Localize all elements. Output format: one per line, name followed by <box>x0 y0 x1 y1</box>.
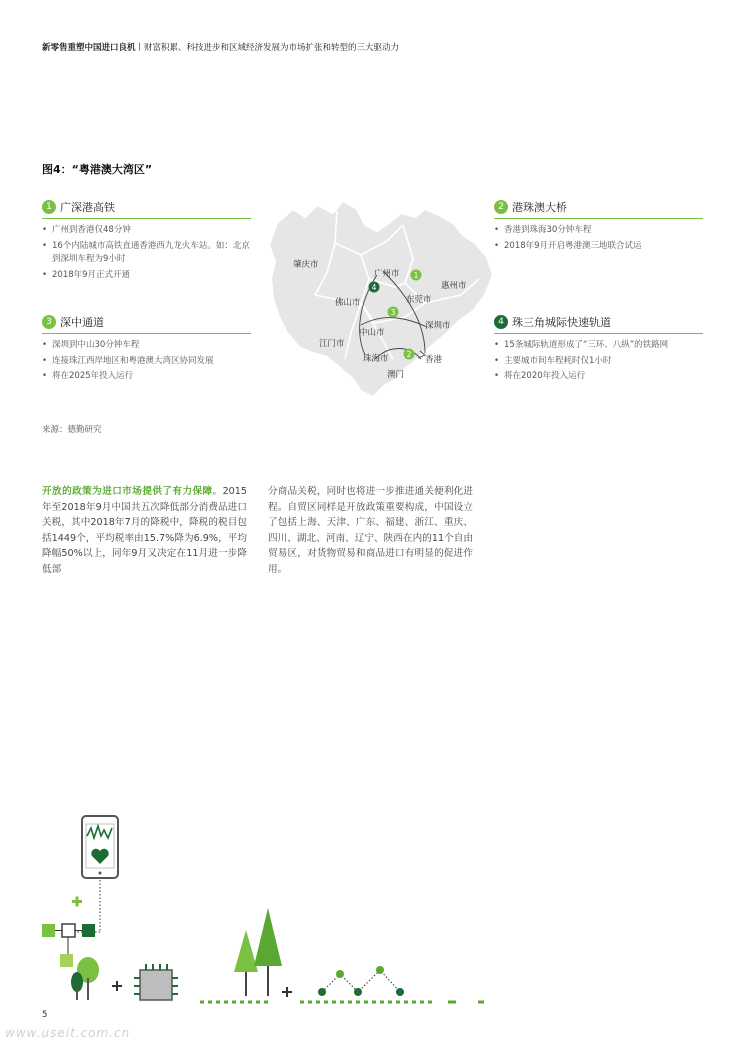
box-title: 港珠澳大桥 <box>512 201 567 214</box>
box-item: • 将在2025年投入运行 <box>42 370 251 384</box>
page-header <box>42 41 399 53</box>
map-marker-2-label: 2 <box>406 350 412 359</box>
body-highlight: 开放的政策为进口市场提供了有力保障 <box>42 486 213 497</box>
city-foshan: 佛山市 <box>335 298 361 308</box>
city-hongkong: 香港 <box>425 355 443 365</box>
map-marker-1-label: 1 <box>413 271 419 280</box>
box-item: • 深圳到中山30分钟车程 <box>42 339 251 353</box>
box-item: • 15条城际轨道形成了“三环、八纵”的铁路网 <box>494 339 703 353</box>
box-title: 广深港高铁 <box>60 201 115 214</box>
page-number: 5 <box>42 1010 48 1020</box>
watermark: www.useit.com.cn <box>5 1026 131 1040</box>
forest-icon <box>234 908 282 996</box>
box-number: 1 <box>42 200 56 214</box>
plus-icon-dark-2 <box>282 987 292 997</box>
box-item: • 2018年9月正式开通 <box>42 269 251 283</box>
box-title: 深中通道 <box>60 316 104 329</box>
plus-icon-dark-1 <box>112 981 122 991</box>
box-item: • 连接珠江西岸地区和粤港澳大湾区协同发展 <box>42 355 251 369</box>
box-item: • 广州到香港仅48分钟 <box>42 224 251 238</box>
header-subtitle: 丨财富积累、科技进步和区域经济发展为市场扩张和转型的三大驱动力 <box>135 43 400 53</box>
box-number: 2 <box>494 200 508 214</box>
city-macau: 澳门 <box>387 370 405 380</box>
map-marker-1 <box>411 270 422 281</box>
info-box-sz-channel <box>42 314 251 386</box>
city-dongguan: 东莞市 <box>406 295 432 305</box>
box-number: 3 <box>42 315 56 329</box>
box-item: • 2018年9月开启粤港澳三地联合试运 <box>494 240 703 254</box>
bay-area-map <box>265 183 505 403</box>
box-item: • 主要城市间车程耗时仅1小时 <box>494 355 703 369</box>
bottom-illustration <box>36 812 496 1012</box>
city-zhongshan: 中山市 <box>359 328 385 338</box>
body-col1-text: 。2015年至2018年9月中国共五次降低部分消费品进口关税，其中2018年7月的降税中，降税的税目包括1449个，平均税率由15.7%降为6.9%，平均降幅50%以上，同年9月又决定在11月进一步降低部 <box>42 486 247 575</box>
box-number: 4 <box>494 315 508 329</box>
box-item: • 香港到珠海30分钟车程 <box>494 224 703 238</box>
box-title: 珠三角城际快速轨道 <box>512 316 611 329</box>
chip-icon <box>134 964 178 1000</box>
map-marker-4 <box>369 282 380 293</box>
city-shenzhen: 深圳市 <box>425 321 451 331</box>
figure-source: 来源：德勤研究 <box>42 425 102 435</box>
info-box-hzm-bridge <box>494 199 703 255</box>
header-title: 新零售重塑中国进口良机 <box>42 43 136 53</box>
phone-icon <box>82 816 118 878</box>
map-marker-3 <box>388 307 399 318</box>
city-huizhou: 惠州市 <box>441 281 467 291</box>
city-jiangmen: 江门市 <box>319 339 345 349</box>
box-item: • 将在2020年投入运行 <box>494 370 703 384</box>
info-box-prd-rail <box>494 314 703 386</box>
map-marker-2 <box>404 349 415 360</box>
city-zhaoqing: 肇庆市 <box>293 260 319 270</box>
body-column-1 <box>42 484 247 578</box>
figure-title: 图4：“粤港澳大湾区” <box>42 163 153 176</box>
small-tree-icon <box>71 957 99 1000</box>
map-marker-3-label: 3 <box>390 308 396 317</box>
box-item: • 16个内陆城市高铁直通香港西九龙火车站。如：北京到深圳车程为9小时 <box>42 240 251 267</box>
info-box-gsh-rail <box>42 199 251 284</box>
plus-icon-green <box>72 897 82 907</box>
city-guangzhou: 广州市 <box>374 269 400 279</box>
map-landmass <box>269 201 493 397</box>
city-zhuhai: 珠海市 <box>363 354 389 364</box>
network-chart-icon <box>318 966 404 996</box>
body-column-2: 分商品关税，同时也将进一步推进通关便利化进程。自贸区同样是开放政策重要构成，中国设立了包括上海、天津、广东、福建、浙江、重庆、四川、湖北、河南、辽宁、陕西在内的11个自由贸易区，对货物贸易和商品进口有明显的促进作用。 <box>268 486 473 575</box>
map-marker-4-label: 4 <box>371 283 377 292</box>
